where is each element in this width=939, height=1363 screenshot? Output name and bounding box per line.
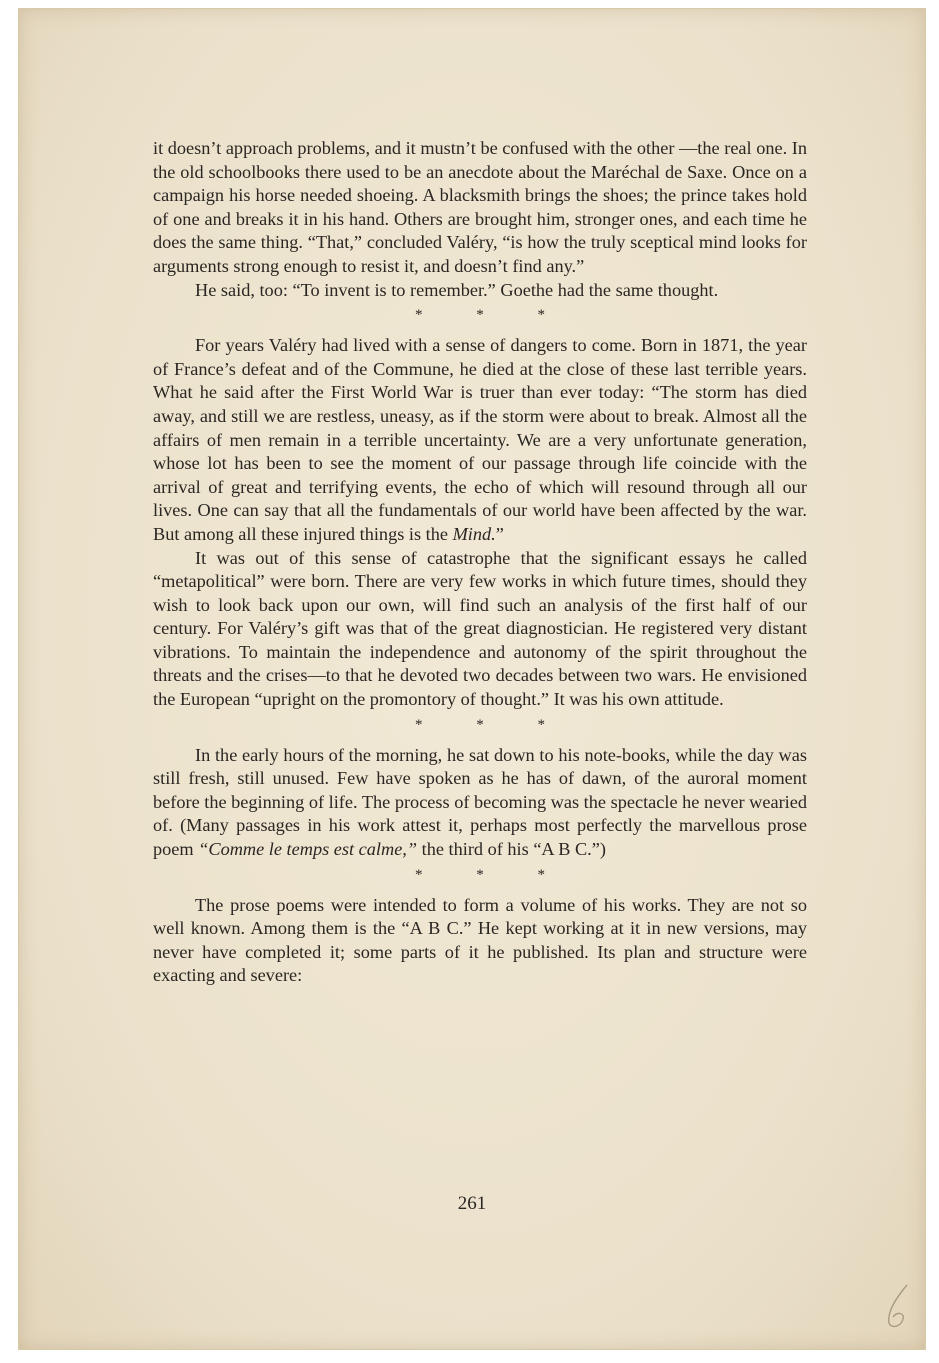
paragraph-dangers-text: For years Valéry had lived with a sense of dangers to come. Born in 1871, the year of France’s defeat and of the Commune, he died at the close of these last terrible years. What he said after the First World War is truer than ever today: “The storm has died away, and still we are restless, uneasy, as if the storm were about to break. Almost all the affairs of men remain in a terrible uncertainty. We are a very unfortunate generation, whose lot has been to see the moment of our passage through life coincide with the arrival of great and terrifying events, the echo of which will resound through all our lives. One can say that all the fundamentals of our world have been affected by the war. But among all these injured things is the	[153, 335, 807, 544]
page-number: 261	[457, 1193, 487, 1214]
closing-quote: ”	[495, 523, 504, 544]
italic-mind: Mind.	[452, 523, 496, 544]
italic-poem-title: “Comme le temps est calme,”	[198, 839, 418, 860]
paragraph-prose-poems: The prose poems were intended to form a volume of his works. They are not so well known. Among them is the “A B C.” He kept working at it in new versions, may never have completed it; some parts of it he published. Its plan and structure were exacting and severe:	[153, 894, 807, 986]
section-separator: * * *	[415, 866, 545, 883]
paragraph-dangers-to-come	[153, 334, 807, 546]
body-text	[153, 137, 807, 988]
paragraph-metapolitical: It was out of this sense of catastrophe that the significant essays he called “metapolitical” were born. There are very few works in which future times, should they wish to look back upon our own, will find such an analysis of the first half of our century. For Valéry’s gift was that of the great diagnostician. He registered very distant vibrations. To maintain the independence and autonomy of the spirit throughout the threats and the crises—to that he devoted two decades between two wars. He envisioned the European “upright on the promontory of thought.” It was his own attitude.	[153, 547, 807, 710]
section-separator: * * *	[415, 716, 545, 733]
paragraph-early-hours-text: In the early hours of the morning, he sat down to his note-books, while the day was still fresh, still unused. Few have spoken as he has of dawn, of the auroral moment before the beginning of life. The process of becoming was the spectacle he never wearied of. (Many passages in his work attest it, perhaps most perfectly the marvellous prose poem	[153, 744, 807, 860]
book-page	[18, 8, 926, 1350]
paragraph-valery-anecdote: it doesn’t approach problems, and it mustn’t be confused with the other —the real one. In the old schoolbooks there used to be an anecdote about the Maréchal de Saxe. Once on a campaign his horse needed shoeing. A blacksmith brings the shoes; the prince takes hold of one and breaks it in his hand. Others are brought him, stronger ones, and each time he does the same thing. “That,” concluded Valéry, “is how the truly sceptical mind looks for arguments strong enough to resist it, and doesn’t find any.”	[153, 138, 807, 276]
section-separator: * * *	[415, 307, 545, 324]
paragraph-invent-remember: He said, too: “To invent is to remember.” Goethe had the same thought.	[195, 279, 719, 300]
paragraph-early-hours-end: the third of his “A B C.”)	[417, 839, 606, 860]
paragraph-early-hours	[153, 744, 807, 862]
pencil-mark-icon	[879, 1281, 919, 1331]
